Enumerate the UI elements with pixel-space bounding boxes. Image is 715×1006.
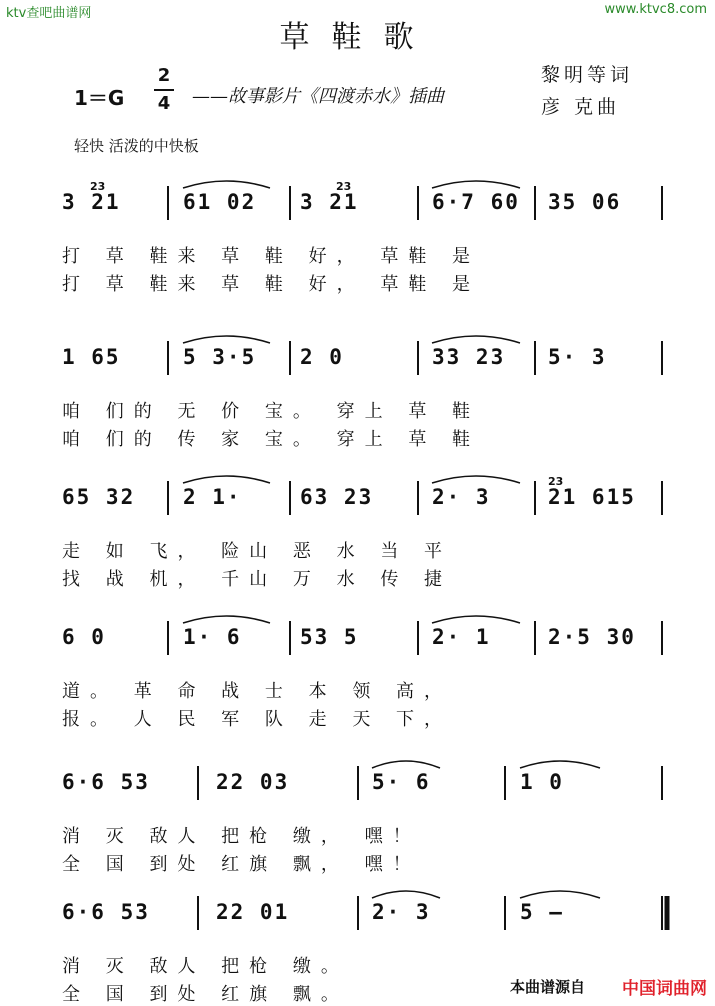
key-signature: 1＝G	[74, 86, 125, 110]
lyricist-credit: 黎明等词	[541, 64, 634, 86]
watermark-right: www.ktvc8.com	[604, 2, 707, 17]
grace-note: 23	[90, 180, 106, 193]
measure-notes: 1· 6	[183, 625, 242, 649]
footer-site: 中国词曲网	[622, 979, 707, 999]
footer-source: 本曲谱源自	[510, 978, 586, 996]
measure-notes: 63 23	[300, 485, 374, 509]
measure-notes: 61 02	[183, 190, 257, 214]
tempo-marking: 轻快 活泼的中快板	[74, 137, 199, 155]
lyric-verse-1: 消 灭 敌人 把枪 缴。	[62, 956, 349, 977]
lyric-verse-2: 咱 们的 传 家 宝。 穿上 草 鞋	[62, 429, 481, 450]
song-title: 草鞋歌	[279, 20, 436, 55]
measure-notes: 6 0	[62, 625, 106, 649]
lyric-verse-2: 全 国 到处 红旗 飘， 嘿！	[62, 854, 421, 875]
measure-notes: 22 03	[216, 770, 290, 794]
time-signature-bottom: 4	[157, 93, 171, 114]
slur	[520, 761, 600, 768]
lyric-verse-1: 走 如 飞， 险山 恶 水 当 平	[62, 541, 453, 562]
lyric-verse-2: 找 战 机， 千山 万 水 传 捷	[62, 569, 453, 590]
measure-notes: 3 21	[62, 190, 121, 214]
lyric-verse-1: 道。 革 命 战 士 本 领 高，	[62, 681, 453, 702]
measure-notes: 6·6 53	[62, 900, 150, 924]
measure-notes: 5· 6	[372, 770, 431, 794]
lyric-verse-1: 咱 们的 无 价 宝。 穿上 草 鞋	[62, 401, 481, 422]
measure-notes: 6·6 53	[62, 770, 150, 794]
measure-notes: 1 0	[520, 770, 564, 794]
slur	[432, 616, 520, 623]
slur	[183, 181, 270, 188]
slur	[183, 476, 270, 483]
measure-notes: 2· 3	[372, 900, 431, 924]
slur	[183, 616, 270, 623]
lyric-verse-1: 打 草 鞋来 草 鞋 好， 草鞋 是	[62, 246, 481, 267]
measure-notes: 2· 3	[432, 485, 491, 509]
measure-notes: 5· 3	[548, 345, 607, 369]
measure-notes: 1 65	[62, 345, 121, 369]
grace-note: 23	[336, 180, 352, 193]
measure-notes: 53 5	[300, 625, 359, 649]
slur	[432, 181, 520, 188]
lyric-verse-1: 消 灭 敌人 把枪 缴， 嘿！	[62, 826, 421, 847]
measure-notes: 5 3·5	[183, 345, 257, 369]
measure-notes: 22 01	[216, 900, 290, 924]
time-signature-top: 2	[157, 65, 171, 86]
slur	[432, 336, 520, 343]
measure-notes: 2 1·	[183, 485, 242, 509]
measure-notes: 2·5 30	[548, 625, 636, 649]
slur	[372, 891, 440, 898]
composer-credit: 彦 克曲	[541, 96, 621, 118]
subtitle: ——故事影片《四渡赤水》插曲	[192, 86, 444, 107]
lyric-verse-2: 全 国 到处 红旗 飘。	[62, 984, 349, 1005]
slur	[372, 761, 440, 768]
measure-notes: 35 06	[548, 190, 622, 214]
measure-notes: 6·7 60	[432, 190, 520, 214]
slur	[520, 891, 600, 898]
slur	[183, 336, 270, 343]
slur	[432, 476, 520, 483]
measure-notes: 2· 1	[432, 625, 491, 649]
measure-notes: 5 —	[520, 900, 564, 924]
lyric-verse-2: 打 草 鞋来 草 鞋 好， 草鞋 是	[62, 274, 481, 295]
grace-note: 23	[548, 475, 564, 488]
measure-notes: 3 21	[300, 190, 359, 214]
measure-notes: 2 0	[300, 345, 344, 369]
measure-notes: 65 32	[62, 485, 136, 509]
lyric-verse-2: 报。 人 民 军 队 走 天 下，	[62, 709, 453, 730]
measure-notes: 33 23	[432, 345, 506, 369]
measure-notes: 21 615	[548, 485, 636, 509]
watermark-left: ktv查吧曲谱网	[6, 6, 92, 21]
